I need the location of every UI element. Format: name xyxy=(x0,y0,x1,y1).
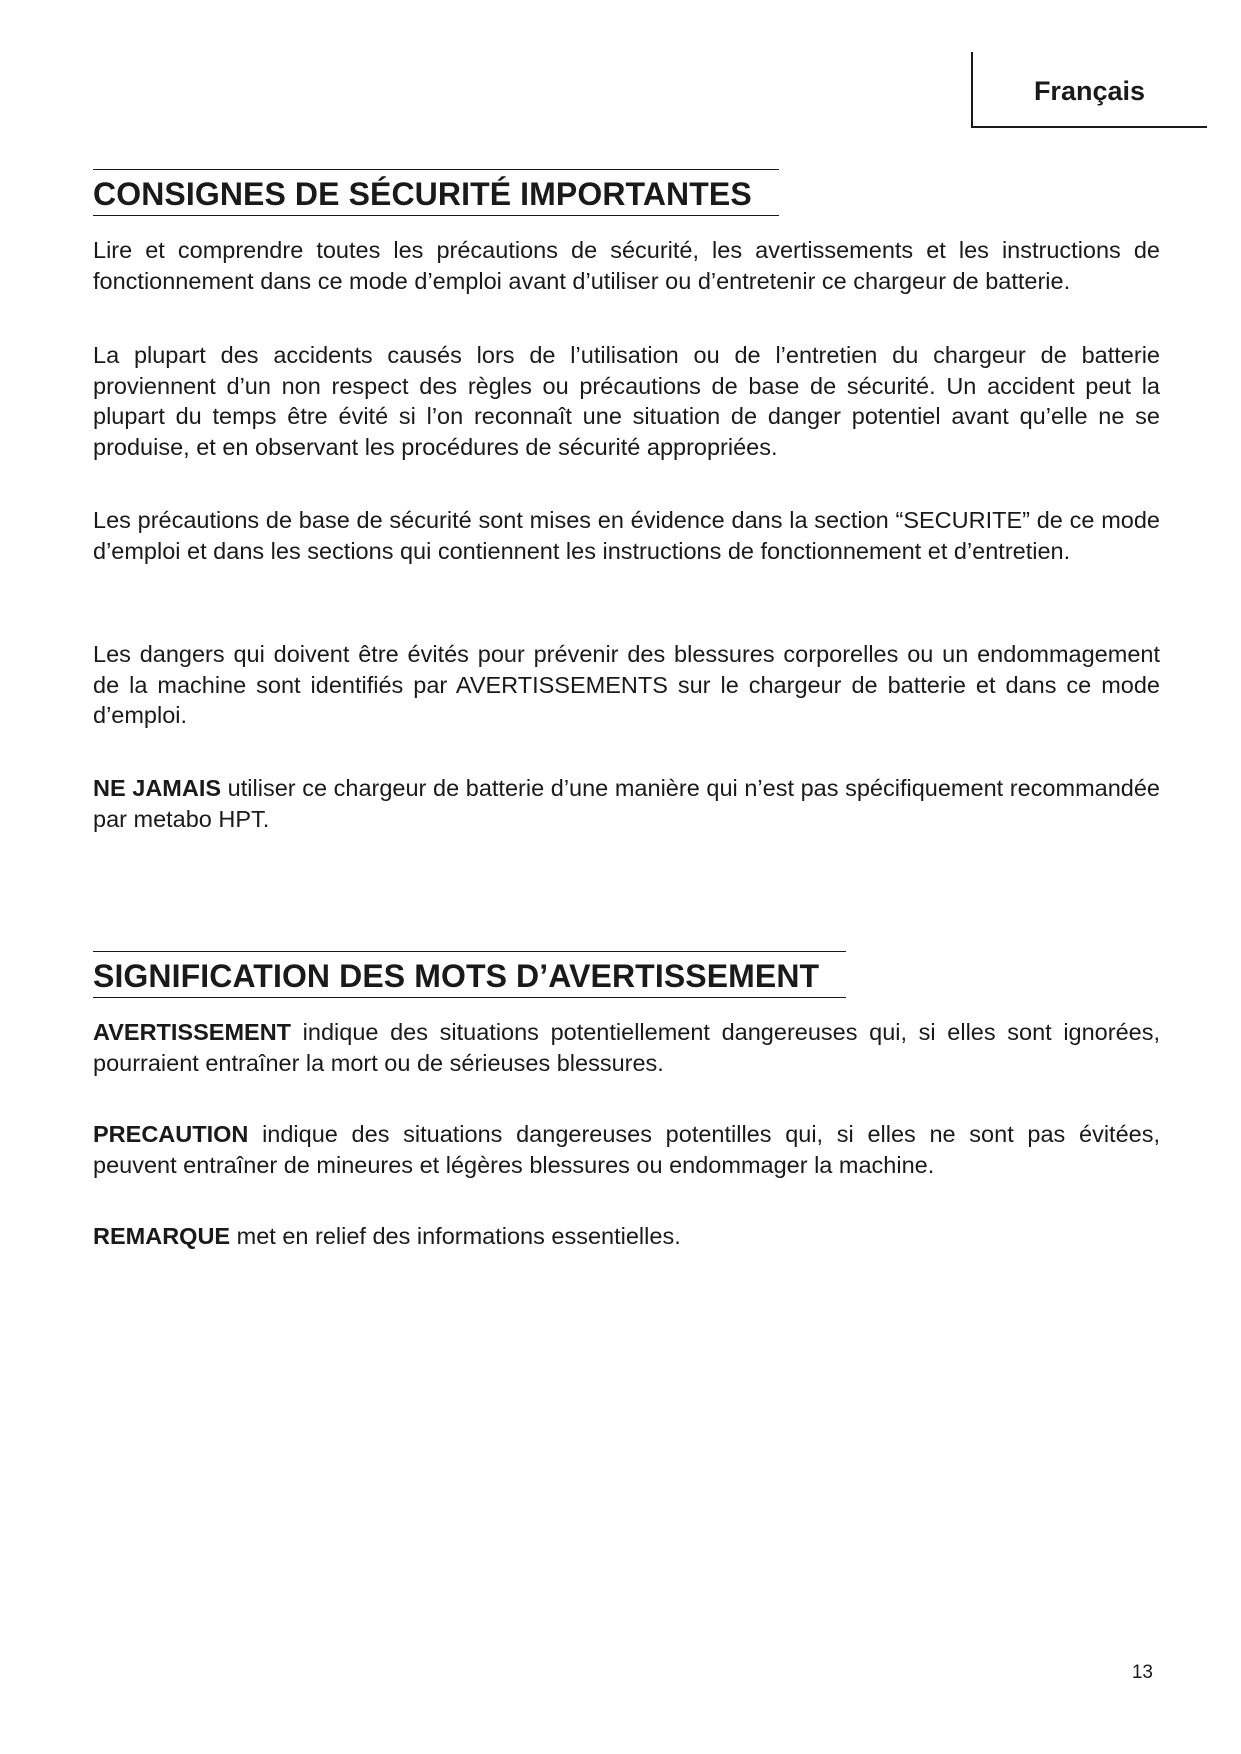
never-term: NE JAMAIS xyxy=(93,775,222,801)
language-box xyxy=(971,52,1207,128)
definition-item xyxy=(93,1017,1160,1078)
language-label: Français xyxy=(1033,76,1145,106)
definition-term: REMARQUE xyxy=(93,1223,231,1249)
definition-text: met en relief des informations essentielles. xyxy=(230,1223,681,1249)
paragraph: Les dangers qui doivent être évités pour prévenir des blessures corporelles ou un endommagement de la machine sont identifiés par AVERTISSEMENTS sur le chargeur de batterie et dans ce mode d’emploi. xyxy=(93,641,1160,728)
definition-text: indique des situations dangereuses potentilles qui, si elles ne sont pas évitées, peuvent entraîner de mineures et légères blessures ou endommager la machine. xyxy=(93,1121,1160,1178)
paragraph: Les précautions de base de sécurité sont mises en évidence dans la section “SECURITE” de ce mode d’emploi et dans les sections qui contiennent les instructions de fonctionnement et d’entretien. xyxy=(93,507,1160,564)
section-title-warning-words: SIGNIFICATION DES MOTS D’AVERTISSEMENT xyxy=(93,951,846,998)
definition-item xyxy=(93,1119,1160,1180)
definition-text: indique des situations potentiellement dangereuses qui, si elles sont ignorées, pourraient entraîner la mort ou de sérieuses blessures. xyxy=(93,1019,1160,1076)
section-title-safety: CONSIGNES DE SÉCURITÉ IMPORTANTES xyxy=(93,169,779,216)
never-text: utiliser ce chargeur de batterie d’une manière qui n’est pas spécifiquement recommandée par metabo HPT. xyxy=(93,775,1160,832)
page-number: 13 xyxy=(1131,1662,1153,1683)
paragraph: Lire et comprendre toutes les précautions de sécurité, les avertissements et les instructions de fonctionnement dans ce mode d’emploi avant d’utiliser ou d’entretenir ce chargeur de batterie. xyxy=(93,237,1160,294)
definition-item xyxy=(93,1221,1160,1252)
paragraph: La plupart des accidents causés lors de l’utilisation ou de l’entretien du chargeur de batterie proviennent d’un non respect des règles ou précautions de base de sécurité. Un accident peut la plupart du temps être évité si l’on reconnaît une situation de danger potentiel avant qu’elle ne se produise, et en observant les procédures de sécurité appropriées. xyxy=(93,342,1160,460)
definition-term: AVERTISSEMENT xyxy=(93,1019,292,1045)
definition-term: PRECAUTION xyxy=(93,1121,249,1147)
never-paragraph xyxy=(93,773,1160,834)
